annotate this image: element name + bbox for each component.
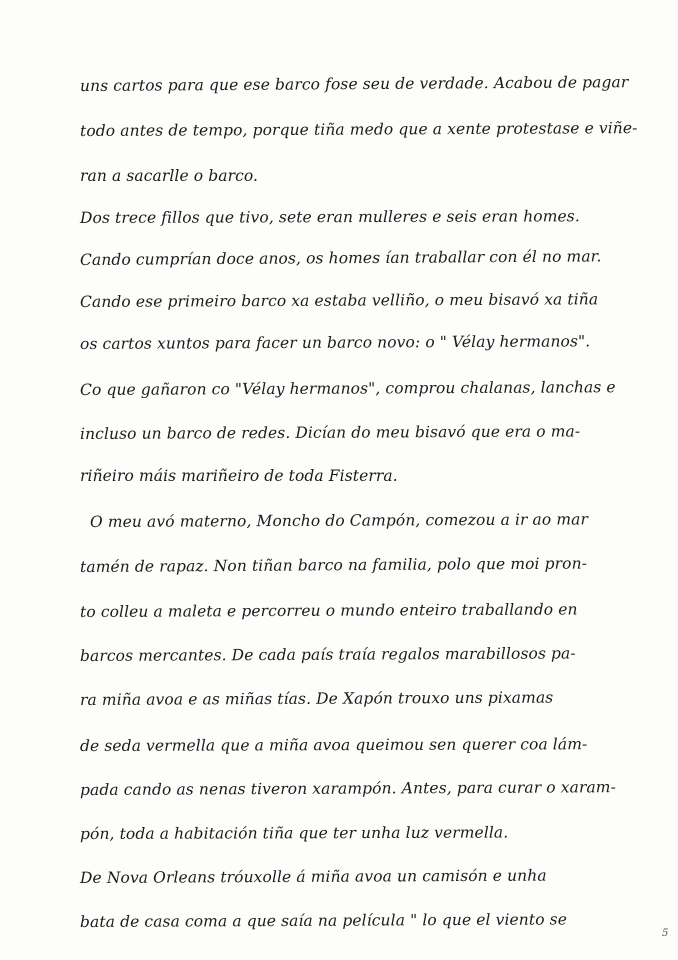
text-line: O meu avó materno, Moncho do Campón, comezou a ir ao mar	[89, 510, 589, 531]
text-line: os cartos xuntos para facer un barco novo: o " Vélay hermanos".	[79, 332, 591, 353]
text-line: pada cando as nenas tiveron xarampón. Antes, para curar o xaram-	[79, 778, 616, 799]
text-line: de seda vermella que a miña avoa queimou sen querer coa lám-	[79, 735, 588, 755]
page-number: 5	[662, 928, 669, 939]
text-line: Cando ese primeiro barco xa estaba velliño, o meu bisavó xa tiña	[79, 290, 599, 311]
text-line: De Nova Orleans tróuxolle á miña avoa un camisón e unha	[79, 866, 547, 887]
text-line: Co que gañaron co "Vélay hermanos", comprou chalanas, lanchas e	[79, 378, 616, 399]
text-line: ran a sacarlle o barco.	[80, 167, 259, 185]
text-line: uns cartos para que ese barco fose seu de verdade. Acabou de pagar	[79, 73, 629, 95]
text-line: todo antes de tempo, porque tiña medo que a xente protestase e viñe-	[79, 119, 638, 140]
text-line: incluso un barco de redes. Dicían do meu bisavó que era o ma-	[79, 422, 581, 443]
text-line: Cando cumprían doce anos, os homes ían traballar con él no mar.	[79, 247, 602, 269]
text-line: pón, toda a habitación tiña que ter unha luz vermella.	[79, 823, 509, 843]
text-line: Dos trece fillos que tivo, sete eran mulleres e seis eran homes.	[79, 207, 580, 227]
text-line: riñeiro máis mariñeiro de toda Fisterra.	[80, 467, 398, 485]
text-line: bata de casa coma a que saía na película " lo que el viento se	[79, 910, 568, 931]
text-line: ra miña avoa e as miñas tías. De Xapón trouxo uns pixamas	[79, 688, 554, 709]
text-line: barcos mercantes. De cada país traía regalos marabillosos pa-	[79, 644, 576, 665]
text-line: tamén de rapaz. Non tiñan barco na familia, polo que moi pron-	[79, 554, 588, 576]
text-line: to colleu a maleta e percorreu o mundo enteiro traballando en	[79, 600, 578, 621]
